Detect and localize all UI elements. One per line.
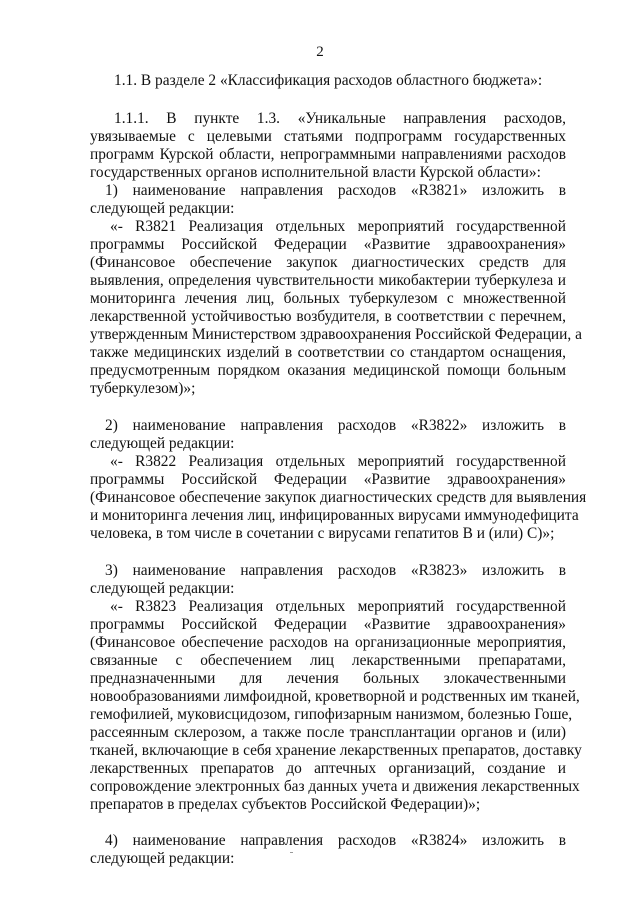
paragraph-line: 1.1.1. В пункте 1.3. «Уникальные направления расходов, xyxy=(114,110,566,127)
quote-1-line: мониторинга лечения лиц, больных туберкулезом с множественной xyxy=(90,290,566,307)
quote-2-line: и мониторинга лечения лиц, инфицированных вирусами иммунодефицита xyxy=(90,507,579,524)
quote-3-line: (Финансовое обеспечение расходов на организационные мероприятия, xyxy=(90,634,566,651)
quote-1-line: туберкулезом)»; xyxy=(90,380,196,397)
paragraph-line: увязываемые с целевыми статьями подпрограмм государственных xyxy=(90,128,566,145)
quote-2-line: человека, в том числе в сочетании с вирусами гепатитов В и (или) С)»; xyxy=(90,525,555,542)
quote-1-line: предусмотренным порядком оказания медицинской помощи больным xyxy=(90,362,566,379)
quote-3-line: тканей, включающие в себя хранение лекарственных препаратов, доставку xyxy=(90,742,582,759)
page-number: 2 xyxy=(316,44,324,60)
scan-mark xyxy=(290,852,293,853)
quote-1-line: «- R3821 Реализация отдельных мероприятий государственной xyxy=(110,218,566,235)
quote-3-line: сопровождение электронных баз данных учета и движения лекарственных xyxy=(90,778,580,795)
quote-3-line: программы Российской Федерации «Развитие здравоохранения» xyxy=(90,616,566,633)
quote-3-line: рассеянным склерозом, а также после трансплантации органов и (или) xyxy=(90,724,566,741)
section-heading: 1.1. В разделе 2 «Классификация расходов областного бюджета»: xyxy=(114,72,543,89)
item-2-line: 2) наименование направления расходов «R3822» изложить в xyxy=(105,417,566,434)
quote-3-line: новообразованиями лимфоидной, кроветворной и родственных им тканей, xyxy=(90,688,580,705)
quote-1-line: выявления, определения чувствительности микобактерии туберкулеза и xyxy=(90,272,566,289)
quote-3-line: связанные с обеспечением лиц лекарственными препаратами, xyxy=(90,652,566,669)
quote-1-line: лекарственной устойчивостью возбудителя, в соответствии с перечнем, xyxy=(90,308,566,325)
quote-2-line: программы Российской Федерации «Развитие здравоохранения» xyxy=(90,471,566,488)
quote-2-line: «- R3822 Реализация отдельных мероприятий государственной xyxy=(110,453,566,470)
quote-1-line: также медицинских изделий в соответствии со стандартом оснащения, xyxy=(90,344,566,361)
paragraph-line: государственных органов исполнительной власти Курской области»: xyxy=(90,164,541,181)
item-2-line: следующей редакции: xyxy=(90,435,235,452)
quote-3-line: лекарственных препаратов до аптечных организаций, создание и xyxy=(90,760,566,777)
item-4-line: 4) наименование направления расходов «R3824» изложить в xyxy=(105,832,566,849)
quote-1-line: программы Российской Федерации «Развитие здравоохранения» xyxy=(90,236,566,253)
item-4-line: следующей редакции: xyxy=(90,850,235,867)
item-3-line: 3) наименование направления расходов «R3823» изложить в xyxy=(105,562,566,579)
quote-1-line: утвержденным Министерством здравоохранения Российской Федерации, а xyxy=(90,326,582,343)
quote-1-line: (Финансовое обеспечение закупок диагностических средств для xyxy=(90,254,566,271)
item-3-line: следующей редакции: xyxy=(90,580,235,597)
quote-2-line: (Финансовое обеспечение закупок диагностических средств для выявления xyxy=(90,489,587,506)
quote-3-line: гемофилией, муковисцидозом, гипофизарным нанизмом, болезнью Гоше, xyxy=(90,706,573,723)
item-1-line: следующей редакции: xyxy=(90,200,235,217)
quote-3-line: предназначенными для лечения больных злокачественными xyxy=(90,670,566,687)
quote-3-line: «- R3823 Реализация отдельных мероприятий государственной xyxy=(110,598,566,615)
quote-3-line: препаратов в пределах субъектов Российской Федерации)»; xyxy=(90,796,481,813)
paragraph-line: программ Курской области, непрограммными направлениями расходов xyxy=(90,146,566,163)
item-1-line: 1) наименование направления расходов «R3821» изложить в xyxy=(105,182,566,199)
